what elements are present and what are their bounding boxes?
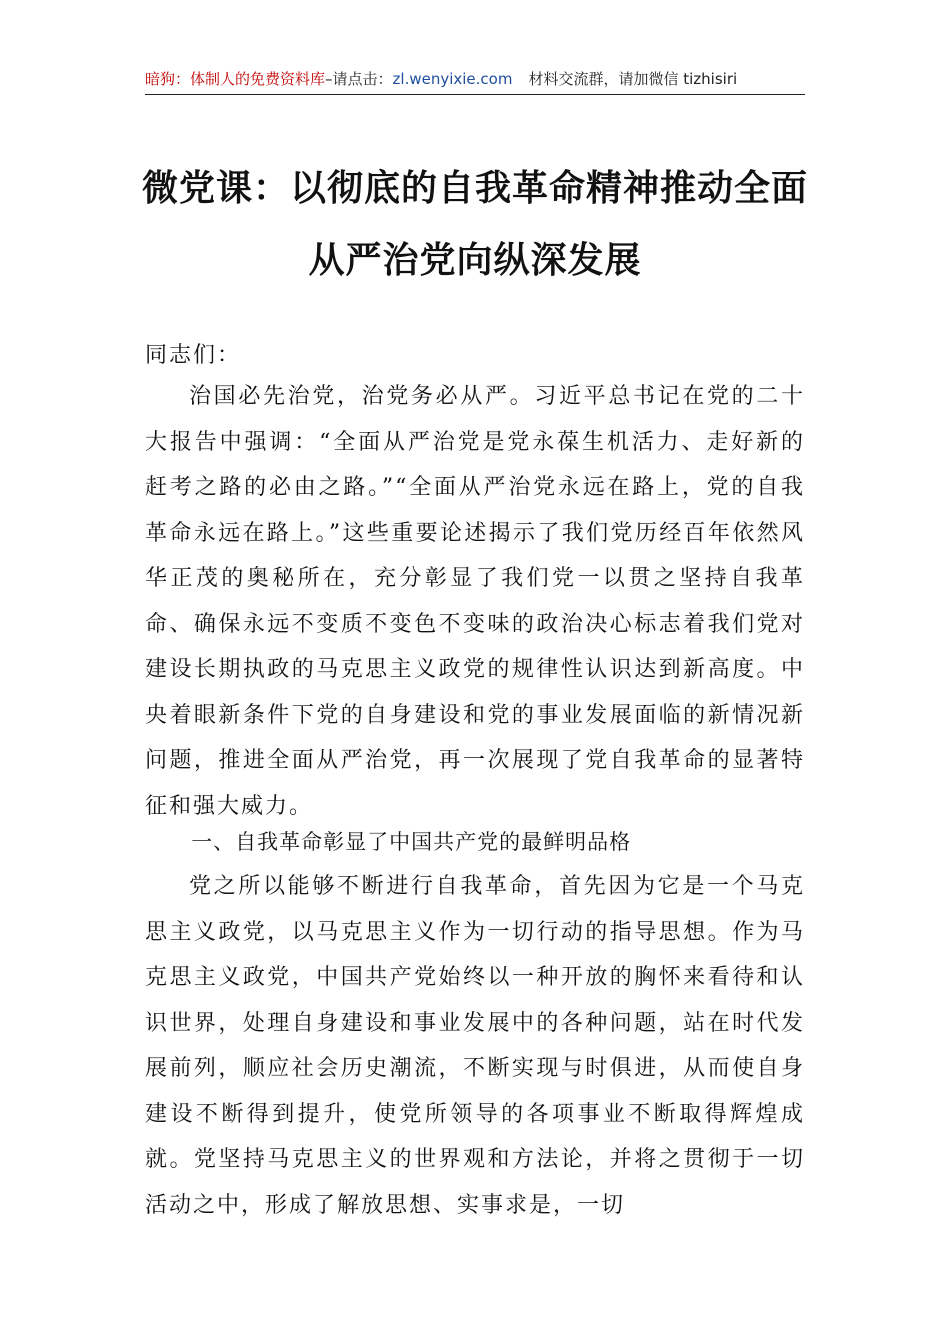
page-header <box>145 68 805 95</box>
header-contact: 材料交流群，请加微信 tizhisiri <box>528 70 738 88</box>
document-title-line-1: 微党课：以彻底的自我革命精神推动全面 <box>141 167 808 209</box>
section-heading-1: 一、自我革命彰显了中国共产党的最鲜明品格 <box>191 830 632 854</box>
paragraph-intro: 治国必先治党，治党务必从严。习近平总书记在党的二十大报告中强调：“全面从严治党是党永葆生机活力、走好新的赶考之路的必由之路。”“全面从严治党永远在路上，党的自我革命永远在路上。”这些重要论述揭示了我们党历经百年依然风华正茂的奥秘所在，充分彰显了我们党一以贯之坚持自我革命、确保永远不变质不变色不变味的政治决心标志着我们党对建设长期执政的马克思主义政党的规律性认识达到新高度。中央着眼新条件下党的自身建设和党的事业发展面临的新情况新问题，推进全面从严治党，再一次展现了党自我革命的显著特征和强大威力。 <box>145 384 805 819</box>
document-title-line-2: 从严治党向纵深发展 <box>308 239 642 281</box>
header-link[interactable]: zl.wenyixie.com <box>392 70 513 88</box>
salutation: 同志们： <box>145 343 242 368</box>
header-link-prompt: –请点击： <box>325 70 393 88</box>
paragraph-section-1: 党之所以能够不断进行自我革命，首先因为它是一个马克思主义政党，以马克思主义作为一切行动的指导思想。作为马克思主义政党，中国共产党始终以一种开放的胸怀来看待和认识世界，处理自身建设和事业发展中的各种问题，站在时代发展前列，顺应社会历史潮流，不断实现与时俱进，从而使自身建设不断得到提升，使党所领导的各项事业不断取得辉煌成就。党坚持马克思主义的世界观和方法论，并将之贯彻于一切活动之中，形成了解放思想、实事求是，一切 <box>145 874 805 1218</box>
header-brand: 暗狗：体制人的免费资料库 <box>145 70 326 88</box>
